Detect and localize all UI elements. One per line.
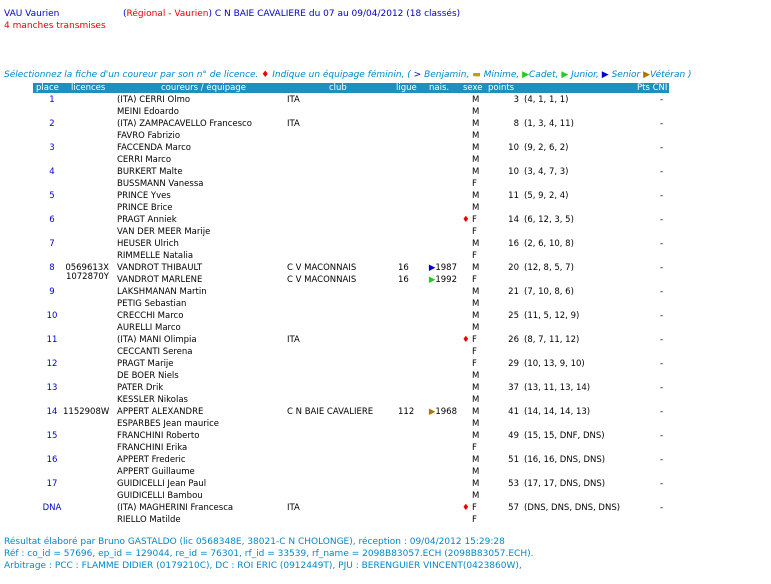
minime-icon: ▬ [472,70,481,80]
table-row [0,467,771,479]
points-cell: 21 [508,287,519,297]
cni-cell: - [660,263,664,273]
senior-triangle-icon: ▶ [601,70,609,80]
birth-year-cell [424,275,457,285]
instr-part1: Sélectionnez la fiche d'un coureur par son n° de licence. [4,70,262,80]
title-rest: ) C N BAIE CAVALIERE du 07 au 09/04/2012 (18 classés) [208,9,461,19]
table-row [0,95,771,107]
points-detail: (17, 17, DNS, DNS) [524,479,606,489]
crew-name: LAKSHMANAN Martin [117,287,207,297]
veteran-triangle-icon: ▶ [643,70,651,80]
cni-cell: - [660,311,664,321]
sex-cell: M [472,395,480,405]
club-cell: ITA [287,503,300,513]
sex-cell: M [472,383,480,393]
table-row [0,335,771,347]
points-detail: (9, 2, 6, 2) [524,143,569,153]
table-row [0,107,771,119]
cni-cell: - [660,383,664,393]
crew-name: RIELLO Matilde [117,515,181,525]
table-row [0,347,771,359]
sex-cell: F [472,215,477,225]
points-cell: 10 [508,167,519,177]
cni-cell: - [660,407,664,417]
place-cell: 8 [49,263,55,273]
place-cell: 3 [49,143,55,153]
points-detail: (12, 8, 5, 7) [524,263,574,273]
ligue-cell: 16 [398,263,409,273]
points-detail: (8, 7, 11, 12) [524,335,580,345]
birth-year-cell [424,407,457,417]
cni-cell: - [660,287,664,297]
place-cell: 11 [46,335,58,345]
table-row [0,272,771,287]
cni-cell: - [660,95,664,105]
place-cell: 12 [46,359,58,369]
sex-cell: F [472,503,477,513]
cadet-triangle-icon: ▶ [522,70,530,80]
instr-senior: Senior [608,70,644,80]
crew-name: APPERT Frederic [117,455,186,465]
female-diamond-icon: ♦ [261,70,270,80]
table-row [0,443,771,455]
crew-name: AURELLI Marco [117,323,181,333]
club-cell: C N BAIE CAVALIERE [287,407,374,417]
licence-link[interactable]: 1152908W [63,407,110,417]
col-cni: Pts CNI [637,83,668,93]
sex-cell: M [472,455,480,465]
benjamin-chevron-icon: > [413,70,422,80]
sex-cell: F [472,227,477,237]
crew-name: PATER Drik [117,383,164,393]
place-cell: 14 [46,407,58,417]
points-cell: 14 [508,215,519,225]
crew-name: ESPARBES Jean maurice [117,419,220,429]
sex-cell: F [472,179,477,189]
crew-name: FACCENDA Marco [117,143,192,153]
crew-name: (ITA) ZAMPACAVELLO Francesco [117,119,252,129]
cni-cell: - [660,431,664,441]
table-row [0,491,771,503]
sex-cell: M [472,119,480,129]
club-cell: ITA [287,335,300,345]
cni-cell: - [660,119,664,129]
crew-name: (ITA) MANI Olimpia [117,335,197,345]
col-coureurs: coureurs / équipage [161,83,246,93]
place-cell: 9 [49,287,55,297]
place-cell: 1 [49,95,55,105]
birth-year: 1987 [435,263,457,273]
crew-name: PRAGT Anniek [117,215,177,225]
instr-benjamin: Benjamin, [421,70,473,80]
veteran-triangle-icon: ▶ [428,407,436,417]
table-row [0,167,771,179]
points-detail: (15, 15, DNF, DNS) [524,431,605,441]
points-cell: 8 [513,119,519,129]
points-cell: 53 [508,479,519,489]
sex-cell: F [472,443,477,453]
table-row [0,407,771,419]
table-row [0,299,771,311]
table-row [0,311,771,323]
cni-cell: - [660,335,664,345]
sex-cell: M [472,155,480,165]
crew-name: BURKERT Malte [117,167,183,177]
col-licences: licences [71,83,106,93]
crew-name: PRAGT Marije [117,359,174,369]
table-row [0,191,771,203]
points-detail: (13, 11, 13, 14) [524,383,591,393]
crew-name: VAN DER MEER Marije [117,227,211,237]
footer-arbitrage: Arbitrage : PCC : FLAMME DIDIER (0179210C), DC : ROI ERIC (0912449T), PJU : BERENGUIER VINCENT(0423860W), [4,561,522,571]
footer-ref: Réf : co_id = 57696, ep_id = 129044, re_id = 76301, rf_id = 33539, rf_name = 2098B83057.ECH (2098B83057.ECH). [4,549,534,559]
points-cell: 3 [513,95,519,105]
crew-name: FRANCHINI Erika [117,443,188,453]
sex-cell: M [472,371,480,381]
sex-cell: M [472,143,480,153]
points-cell: 49 [508,431,519,441]
sex-cell: F [472,359,477,369]
points-cell: 41 [508,407,519,417]
cni-cell: - [660,359,664,369]
points-cell: 16 [508,239,519,249]
place-cell: 10 [46,311,58,321]
place-cell: 6 [49,215,55,225]
crew-name: FAVRO Fabrizio [117,131,181,141]
crew-name: PRINCE Yves [117,191,171,201]
title-sep: - [165,9,175,19]
place-cell: 17 [46,479,58,489]
points-detail: (3, 4, 7, 3) [524,167,569,177]
table-row [0,203,771,215]
sex-cell: M [472,167,480,177]
crew-name: GUIDICELLI Bambou [117,491,203,501]
ligue-cell: 112 [398,407,415,417]
table-row [0,179,771,191]
col-ligue: ligue [396,83,417,93]
points-cell: 57 [508,503,519,513]
sex-cell: M [472,467,480,477]
club-cell: ITA [287,95,300,105]
club-cell: C V MACONNAIS [287,263,357,273]
table-row [0,287,771,299]
sex-cell: M [472,311,480,321]
sex-cell: M [472,263,480,273]
sex-cell: F [472,275,477,285]
table-row [0,215,771,227]
table-row [0,263,771,275]
place-cell: 7 [49,239,55,249]
points-detail: (14, 14, 14, 13) [524,407,591,417]
birth-year: 1992 [435,275,457,285]
instr-junior: Junior, [568,70,602,80]
sex-cell: F [472,347,477,357]
sex-cell: M [472,191,480,201]
instr-cadet: Cadet, [529,70,562,80]
instr-part2: Indique un équipage féminin, ( [269,70,414,80]
sex-cell: M [472,407,480,417]
place-cell: 5 [49,191,55,201]
junior-triangle-icon: ▶ [428,275,436,285]
place-cell: 16 [46,455,58,465]
cni-cell: - [660,143,664,153]
points-cell: 51 [508,455,519,465]
points-cell: 37 [508,383,519,393]
place-cell: DNA [42,503,62,513]
title-regional: Régional [126,9,166,19]
table-row [0,515,771,527]
points-detail: (5, 9, 2, 4) [524,191,569,201]
crew-name: APPERT Guillaume [117,467,195,477]
points-detail: (2, 6, 10, 8) [524,239,574,249]
title-series: Vaurien [174,9,209,19]
col-points: points [488,83,515,93]
points-cell: 25 [508,311,519,321]
place-cell: 15 [46,431,58,441]
female-diamond-icon: ♦ [462,335,470,345]
table-row [0,371,771,383]
cni-cell: - [660,167,664,177]
sex-cell: F [472,515,477,525]
col-club: club [329,83,347,93]
crew-name: KESSLER Nikolas [117,395,188,405]
table-row [0,431,771,443]
crew-name: (ITA) CERRI Olmo [117,95,191,105]
manches-count: 4 manches transmises [4,21,106,31]
sex-cell: M [472,95,480,105]
sex-cell: F [472,251,477,261]
instr-veteran: Vétéran ) [650,70,692,80]
class-title: VAU Vaurien [4,9,60,19]
crew-name: RIMMELLE Natalia [117,251,194,261]
crew-name: (ITA) MAGHERINI Francesca [117,503,234,513]
licence-link[interactable]: 1072870Y [65,272,109,282]
place-cell: 2 [49,119,55,129]
sex-cell: M [472,323,480,333]
table-row [0,395,771,407]
table-row [0,323,771,335]
sex-cell: M [472,479,480,489]
crew-name: BUSSMANN Vanessa [117,179,204,189]
crew-name: GUIDICELLI Jean Paul [117,479,207,489]
col-sexe: sexe [463,83,483,93]
female-diamond-icon: ♦ [462,503,470,513]
crew-name: APPERT ALEXANDRE [117,407,204,417]
points-cell: 11 [508,191,519,201]
sex-cell: F [472,335,477,345]
crew-name: VANDROT MARLENE [117,275,203,285]
senior-triangle-icon: ▶ [428,263,436,273]
birth-year: 1968 [435,407,457,417]
ligue-cell: 16 [398,275,409,285]
licence-link[interactable]: 0569613X [65,263,109,273]
crew-name: VANDROT THIBAULT [117,263,203,273]
place-cell: 13 [46,383,58,393]
points-detail: (4, 1, 1, 1) [524,95,569,105]
crew-name: HEUSER Ulrich [117,239,179,249]
title-prefix: ( [123,9,127,19]
crew-name: MEINI Edoardo [117,107,179,117]
table-row [0,479,771,491]
points-detail: (11, 5, 12, 9) [524,311,580,321]
points-detail: (DNS, DNS, DNS, DNS) [524,503,621,513]
crew-name: CRECCHI Marco [117,311,184,321]
sex-cell: M [472,299,480,309]
sex-cell: M [472,203,480,213]
points-cell: 29 [508,359,519,369]
sex-cell: M [472,491,480,501]
points-cell: 26 [508,335,519,345]
junior-triangle-icon: ▶ [561,70,569,80]
cni-cell: - [660,455,664,465]
points-detail: (7, 10, 8, 6) [524,287,574,297]
birth-year-cell [424,263,457,273]
table-row [0,227,771,239]
table-row [0,383,771,395]
points-cell: 10 [508,143,519,153]
cni-cell: - [660,191,664,201]
table-row [0,251,771,263]
col-place: place [36,83,59,93]
club-cell: C V MACONNAIS [287,275,357,285]
points-detail: (16, 16, DNS, DNS) [524,455,606,465]
cni-cell: - [660,239,664,249]
table-row [0,119,771,131]
table-header [33,83,669,93]
table-row [0,143,771,155]
instr-minime: Minime, [480,70,523,80]
points-detail: (1, 3, 4, 11) [524,119,574,129]
footer-result: Résultat élaboré par Bruno GASTALDO (lic 0568348E, 38021-C N CHOLONGE), réception : 09/04/2012 15:29:28 [4,537,505,547]
cni-cell: - [660,479,664,489]
crew-name: PETIG Sebastian [117,299,187,309]
points-detail: (6, 12, 3, 5) [524,215,574,225]
crew-name: FRANCHINI Roberto [117,431,200,441]
sex-cell: M [472,107,480,117]
col-nais: nais. [429,83,450,93]
crew-name: DE BOER Niels [117,371,179,381]
instructions [4,70,692,80]
crew-name: PRINCE Brice [117,203,173,213]
sex-cell: M [472,239,480,249]
table-row [0,155,771,167]
club-cell: ITA [287,119,300,129]
table-row [0,503,771,515]
female-diamond-icon: ♦ [462,215,470,225]
crew-name: CECCANTI Serena [117,347,193,357]
table-row [0,419,771,431]
table-row [0,239,771,251]
sex-cell: M [472,419,480,429]
regatta-title [123,9,460,19]
points-cell: 20 [508,263,519,273]
sex-cell: M [472,431,480,441]
cni-cell: - [660,503,664,513]
table-row [0,359,771,371]
points-detail: (10, 13, 9, 10) [524,359,585,369]
cni-cell: - [660,215,664,225]
sex-cell: M [472,131,480,141]
crew-name: CERRI Marco [117,155,172,165]
table-row [0,131,771,143]
table-row [0,455,771,467]
sex-cell: M [472,287,480,297]
place-cell: 4 [49,167,55,177]
